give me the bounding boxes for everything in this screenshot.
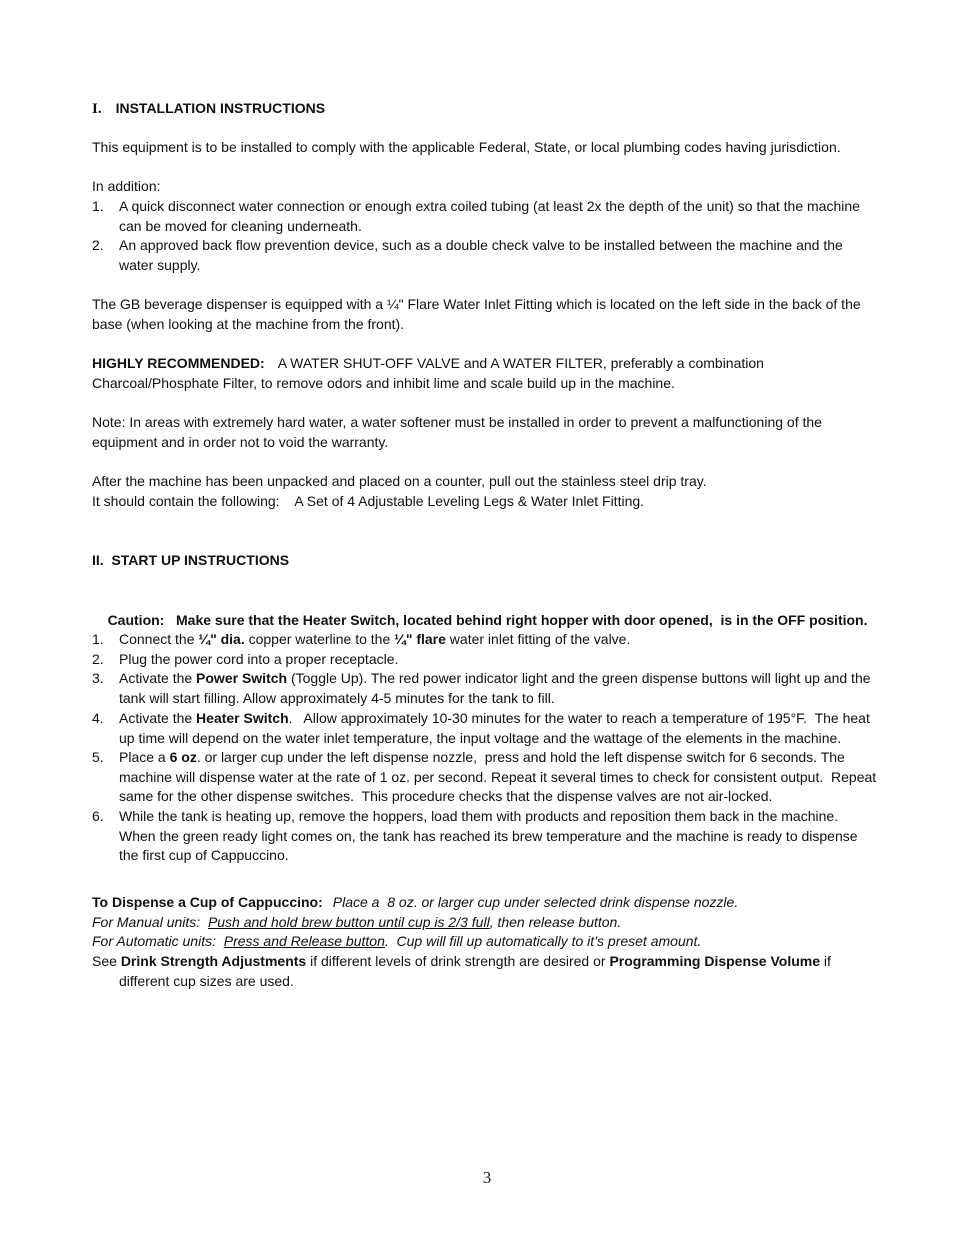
dispense-intro [92, 893, 738, 913]
step-bold: Heater Switch [196, 710, 289, 726]
list-item-text: A quick disconnect water connection or enough extra coiled tubing (at least 2x the depth of the unit) so that the machine [119, 198, 860, 214]
list-item-text: An approved back flow prevention device, such as a double check valve to be installed between the machine and the [119, 237, 843, 253]
recommended-paragraph [92, 354, 764, 374]
recommended-label: HIGHLY RECOMMENDED: [92, 355, 265, 371]
step-number: 5. [92, 749, 104, 765]
step-text: Activate the [119, 670, 197, 686]
section-2-heading [92, 551, 289, 571]
manual-units-line [92, 913, 621, 933]
section-2-title: II. START UP INSTRUCTIONS [92, 552, 290, 568]
dispense-volume-reference: Programming Dispense Volume [609, 953, 821, 969]
note-paragraph: Note: In areas with extremely hard water, a water softener must be installed in order to prevent a malfunctioning of the [92, 414, 822, 430]
see-text: if different levels of drink strength are desired or [306, 953, 610, 969]
step-3-text [119, 669, 871, 689]
recommended-paragraph: Charcoal/Phosphate Filter, to remove odors and inhibit lime and scale build up in the machine. [92, 375, 675, 391]
auto-suffix: . Cup will fill up automatically to it’s preset amount. [384, 933, 702, 949]
step-1-text [119, 630, 630, 650]
dispense-label: To Dispense a Cup of Cappuccino: [92, 894, 323, 910]
auto-instruction: Press and Release button [223, 933, 385, 949]
step-text: copper waterline to the [244, 631, 395, 647]
step-number: 6. [92, 808, 104, 824]
step-bold: ¼" dia. [198, 631, 245, 647]
step-text: (Toggle Up). The red power indicator light and the green dispense buttons will light up and the [287, 670, 871, 686]
section-1-title: INSTALLATION INSTRUCTIONS [115, 100, 326, 116]
automatic-units-line [92, 932, 701, 952]
caution-text: Caution: Make sure that the Heater Switch, located behind right hopper with door opened, is in the OFF position. [107, 611, 868, 628]
step-number: 3. [92, 670, 104, 686]
manual-label: For Manual units: [92, 914, 208, 930]
see-also-line: different cup sizes are used. [119, 973, 294, 989]
section-1-roman: I. [92, 101, 102, 117]
drink-strength-reference: Drink Strength Adjustments [120, 953, 307, 969]
step-number: 2. [92, 651, 104, 667]
step-6-text: When the green ready light comes on, the tank has reached its brew temperature and the machine is ready to dispense [119, 828, 858, 844]
step-5-text: same for the other dispense switches. This procedure checks that the dispense valves are not air-locked. [119, 788, 773, 804]
step-5-text: machine will dispense water at the rate of 1 oz. per second. Repeat it several times to check for consistent output. Repeat [119, 769, 877, 785]
unpack-paragraph: After the machine has been unpacked and placed on a counter, pull out the stainless steel drip tray. [92, 473, 707, 489]
step-bold: Power Switch [196, 670, 288, 686]
step-text: . Allow approximately 10-30 minutes for the water to reach a temperature of 195°F. The heat [288, 710, 870, 726]
step-text: Activate the [119, 710, 197, 726]
step-4-text: up time will depend on the water inlet temperature, the input voltage and the wattage of the elements in the machine. [119, 730, 842, 746]
fitting-paragraph: The GB beverage dispenser is equipped with a ¼" Flare Water Inlet Fitting which is located on the left side in the back of the [92, 296, 861, 312]
step-6-text: While the tank is heating up, remove the hoppers, load them with products and reposition them back in the machine. [119, 808, 839, 824]
step-text: Connect the [119, 631, 199, 647]
list-item-number: 2. [92, 237, 104, 253]
compliance-paragraph: This equipment is to be installed to comply with the applicable Federal, State, or local plumbing codes having jurisdiction. [92, 139, 841, 155]
list-item-text: water supply. [119, 257, 201, 273]
auto-label: For Automatic units: [92, 933, 224, 949]
step-text: water inlet fitting of the valve. [445, 631, 631, 647]
step-text: . or larger cup under the left dispense nozzle, press and hold the left dispense switch for 6 seconds. The [196, 749, 845, 765]
note-paragraph: equipment and in order not to void the warranty. [92, 434, 389, 450]
step-text: Place a [119, 749, 170, 765]
see-text: See [92, 953, 121, 969]
recommended-text: A WATER SHUT-OFF VALVE and A WATER FILTER, preferably a combination [277, 355, 764, 371]
step-6-text: the first cup of Cappuccino. [119, 847, 289, 863]
step-number: 1. [92, 631, 104, 647]
step-3-text: tank will start filling. Allow approximately 4-5 minutes for the tank to fill. [119, 690, 555, 706]
page-number: 3 [482, 1168, 492, 1187]
manual-suffix: , then release button. [489, 914, 622, 930]
unpack-paragraph: It should contain the following: A Set of 4 Adjustable Leveling Legs & Water Inlet Fitting. [92, 493, 645, 509]
in-addition-label: In addition: [92, 178, 161, 194]
step-bold: ¼" flare [394, 631, 446, 647]
list-item-text: can be moved for cleaning underneath. [119, 218, 362, 234]
see-text: if [820, 953, 831, 969]
step-5-text [119, 748, 845, 768]
list-item-number: 1. [92, 198, 104, 214]
see-also-line [92, 952, 831, 972]
step-2-text: Plug the power cord into a proper receptacle. [119, 651, 399, 667]
step-bold: 6 oz [169, 749, 197, 765]
manual-instruction: Push and hold brew button until cup is 2/3 full [207, 914, 490, 930]
dispense-text: Place a 8 oz. or larger cup under selected drink dispense nozzle. [332, 894, 739, 910]
fitting-paragraph: base (when looking at the machine from the front). [92, 316, 405, 332]
step-number: 4. [92, 710, 104, 726]
section-1-heading [92, 99, 325, 120]
step-4-text [119, 709, 870, 729]
